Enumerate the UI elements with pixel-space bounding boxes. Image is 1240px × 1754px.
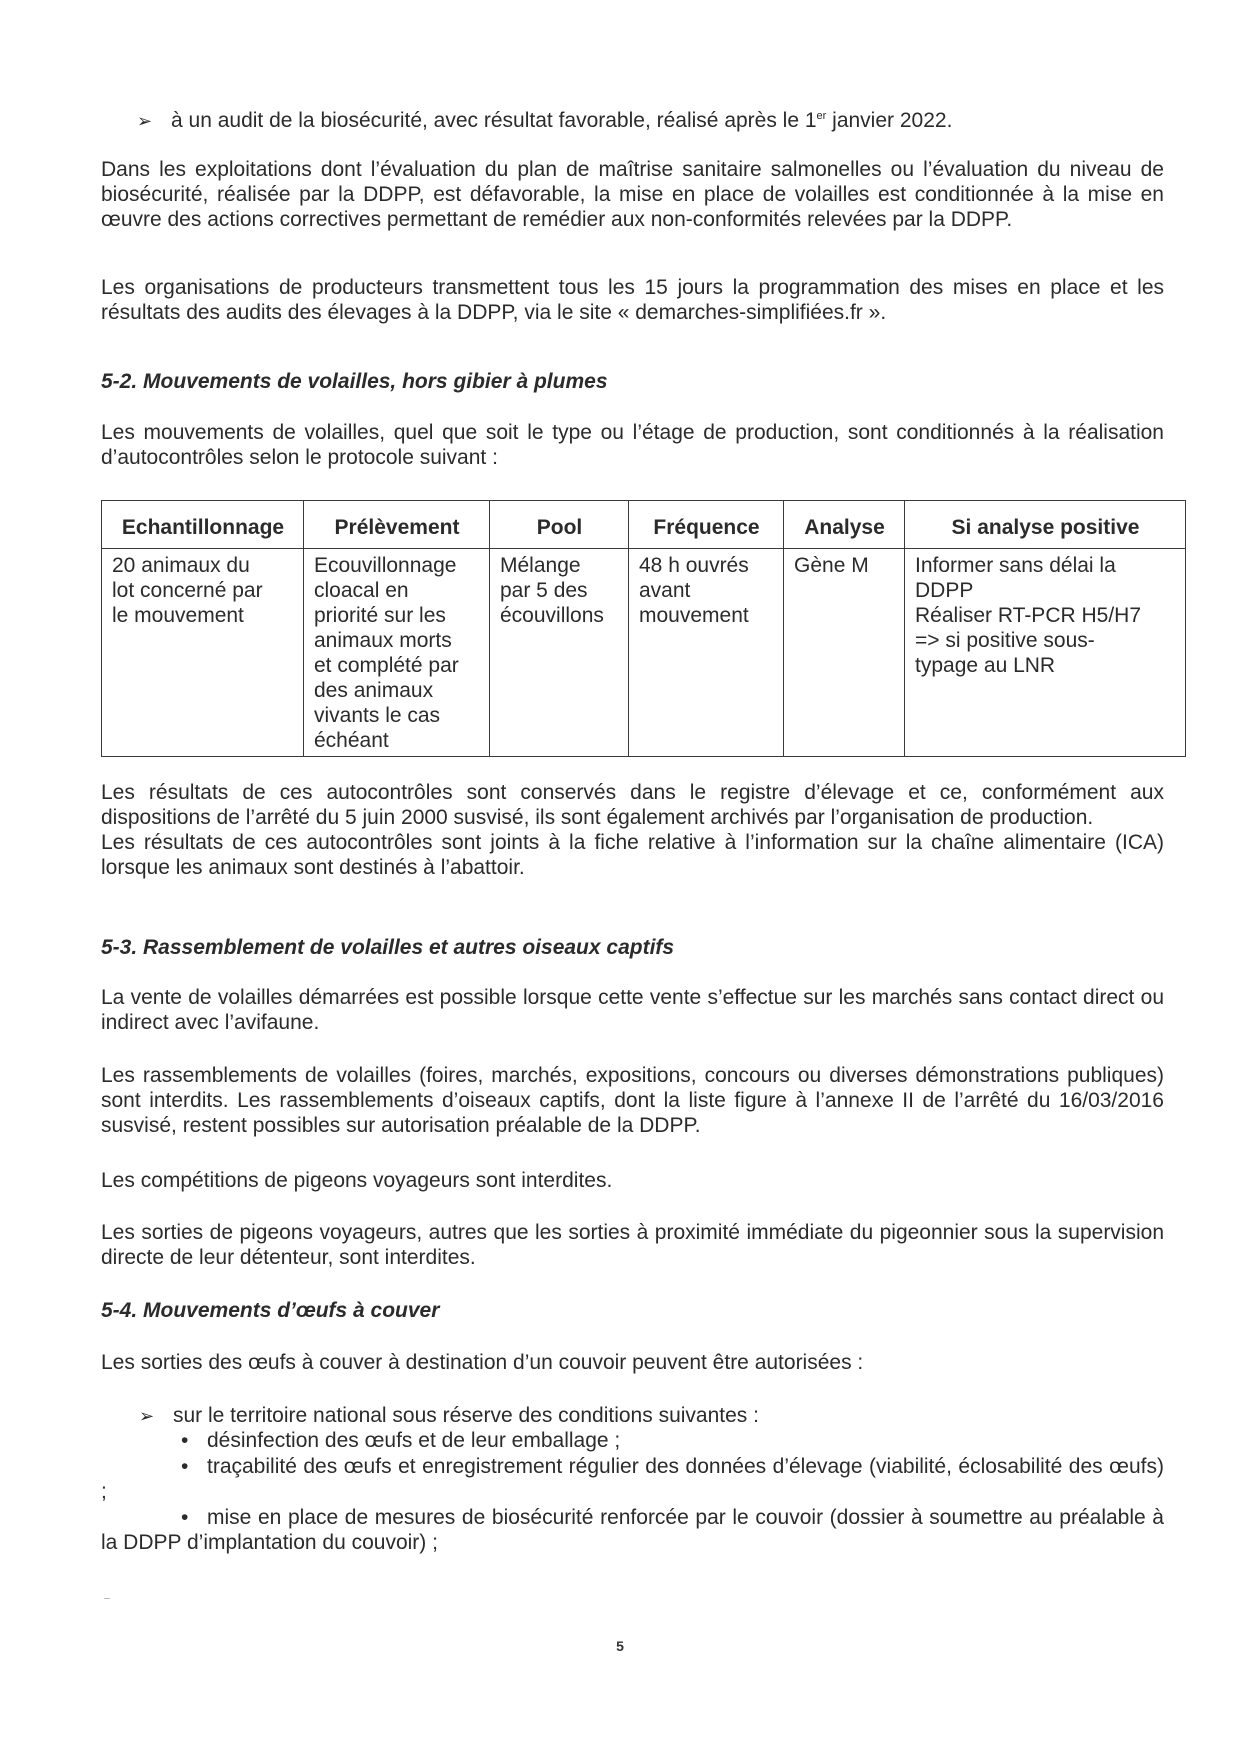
column-header: Fréquence [629,501,784,549]
cell-line: animaux morts [314,629,452,652]
cell-line: écouvillons [500,604,604,627]
cell-line: lot concerné par [112,579,263,602]
cell-line: => si positive sous- [915,629,1095,652]
column-header: Analyse [784,501,905,549]
bullet-text: mise en place de mesures de biosécurité renforcée par le couvoir (dossier à soumettre au préalable à la DDPP d’implantation du couvoir) ; [101,1506,1164,1554]
section-heading-5-4: 5-4. Mouvements d’œufs à couver [101,1299,440,1322]
cell-line: par 5 des [500,579,588,602]
cell-line: Informer sans délai la [915,554,1116,577]
territoire-national-bullet [139,1403,1139,1429]
paragraph-sorties-pigeons: Les sorties de pigeons voyageurs, autres que les sorties à proximité immédiate du pigeonnier sous la supervision directe de leur détenteur, sont interdites. [101,1221,1164,1269]
cell-line: des animaux [314,679,434,702]
cell-line: Mélange [500,554,581,577]
cell-line: Réaliser RT-PCR H5/H7 [915,604,1142,627]
paragraph-rassemblements: Les rassemblements de volailles (foires, marchés, expositions, concours ou diverses démonstrations publiques) sont interdits. Les rassemblements d’oiseaux captifs, dont la liste figure à l’annexe II de l’arrêté du 16/03/2016 susvisé, restent possibles sur autorisation préalable de la DDPP. [101,1064,1164,1137]
cell-line: Gène M [794,554,869,577]
table-cell-analyse [784,549,905,757]
sampling-protocol-table [101,500,1186,757]
cell-line: 48 h ouvrés [639,554,749,577]
table-row [102,549,1186,757]
paragraph-organisations: Les organisations de producteurs transmettent tous les 15 jours la programmation des mises en place et les résultats des audits des élevages à la DDPP, via le site « demarches-simplifiées.fr ». [101,276,1164,324]
paragraph-resultats-registre: Les résultats de ces autocontrôles sont conservés dans le registre d’élevage et ce, conformément aux dispositions de l’arrêté du 5 juin 2000 susvisé, ils sont également archivés par l’organisation de production. [101,781,1164,829]
audit-bullet-text-end: janvier 2022. [826,109,953,132]
section-heading-5-3: 5-3. Rassemblement de volailles et autres oiseaux captifs [101,936,675,959]
cell-line: typage au LNR [915,654,1056,677]
superscript: er [816,110,827,122]
table-cell-si-analyse-positive [905,549,1186,757]
cell-line: et complété par [314,654,459,677]
paragraph-competitions: Les compétitions de pigeons voyageurs sont interdites. [101,1169,613,1192]
table-cell-echantillonnage [102,549,304,757]
condition-bullet-3 [101,1505,1164,1555]
paragraph-defavorable: Dans les exploitations dont l’évaluation du plan de maîtrise sanitaire salmonelles ou l’évaluation du niveau de biosécurité, réalisée par la DDPP, est défavorable, la mise en place de volailles est conditionnée à la mise en œuvre des actions correctives permettant de remédier aux non-conformités relevées par la DDPP. [101,158,1164,231]
paragraph-vente: La vente de volailles démarrées est possible lorsque cette vente s’effectue sur les marchés sans contact direct ou indirect avec l’avifaune. [101,986,1164,1034]
column-header: Echantillonnage [102,501,304,549]
table-cell-prelevement [304,549,490,757]
section-5-4-intro: Les sorties des œufs à couver à destination d’un couvoir peuvent être autorisées : [101,1351,864,1374]
audit-bullet [137,108,1137,134]
cell-line: mouvement [639,604,749,627]
cell-line: DDPP [915,579,974,602]
cell-line: échéant [314,729,389,752]
column-header: Pool [490,501,629,549]
section-heading-5-2: 5-2. Mouvements de volailles, hors gibier à plumes [101,370,608,393]
cell-line: 20 animaux du [112,554,250,577]
audit-bullet-text: à un audit de la biosécurité, avec résultat favorable, réalisé après le 1 [171,109,817,132]
page-number: 5 [616,1638,624,1654]
cell-line: cloacal en [314,579,409,602]
cell-line: priorité sur les [314,604,446,627]
territoire-national-text: sur le territoire national sous réserve des conditions suivantes : [173,1404,759,1427]
condition-bullet-1 [101,1428,1164,1453]
cell-line: avant [639,579,691,602]
table-cell-frequence [629,549,784,757]
condition-bullet-2 [101,1454,1164,1504]
bullet-dot-icon: • [181,1506,189,1529]
paragraph-resultats-ica: Les résultats de ces autocontrôles sont joints à la fiche relative à l’information sur la chaîne alimentaire (ICA) lorsque les animaux sont destinés à l’abattoir. [101,831,1164,879]
bullet-dot-icon: • [181,1455,189,1478]
cell-line: vivants le cas [314,704,441,727]
bullet-text: traçabilité des œufs et enregistrement régulier des données d’élevage (viabilité, éclosabilité des œufs) ; [101,1455,1164,1503]
bullet-text: désinfection des œufs et de leur emballage ; [207,1429,621,1452]
section-5-2-intro: Les mouvements de volailles, quel que soit le type ou l’étage de production, sont conditionnés à la réalisation d’autocontrôles selon le protocole suivant : [101,421,1164,469]
column-header: Si analyse positive [905,501,1186,549]
cell-line: Ecouvillonnage [314,554,457,577]
bullet-dot-icon: • [181,1429,189,1452]
arrow-bullet-icon: ➢ [137,111,153,131]
cell-line: le mouvement [112,604,244,627]
arrow-bullet-icon: ➢ [139,1406,155,1426]
table-cell-pool [490,549,629,757]
table-header-row [102,501,1186,549]
margin-mark [104,1598,110,1599]
column-header: Prélèvement [304,501,490,549]
